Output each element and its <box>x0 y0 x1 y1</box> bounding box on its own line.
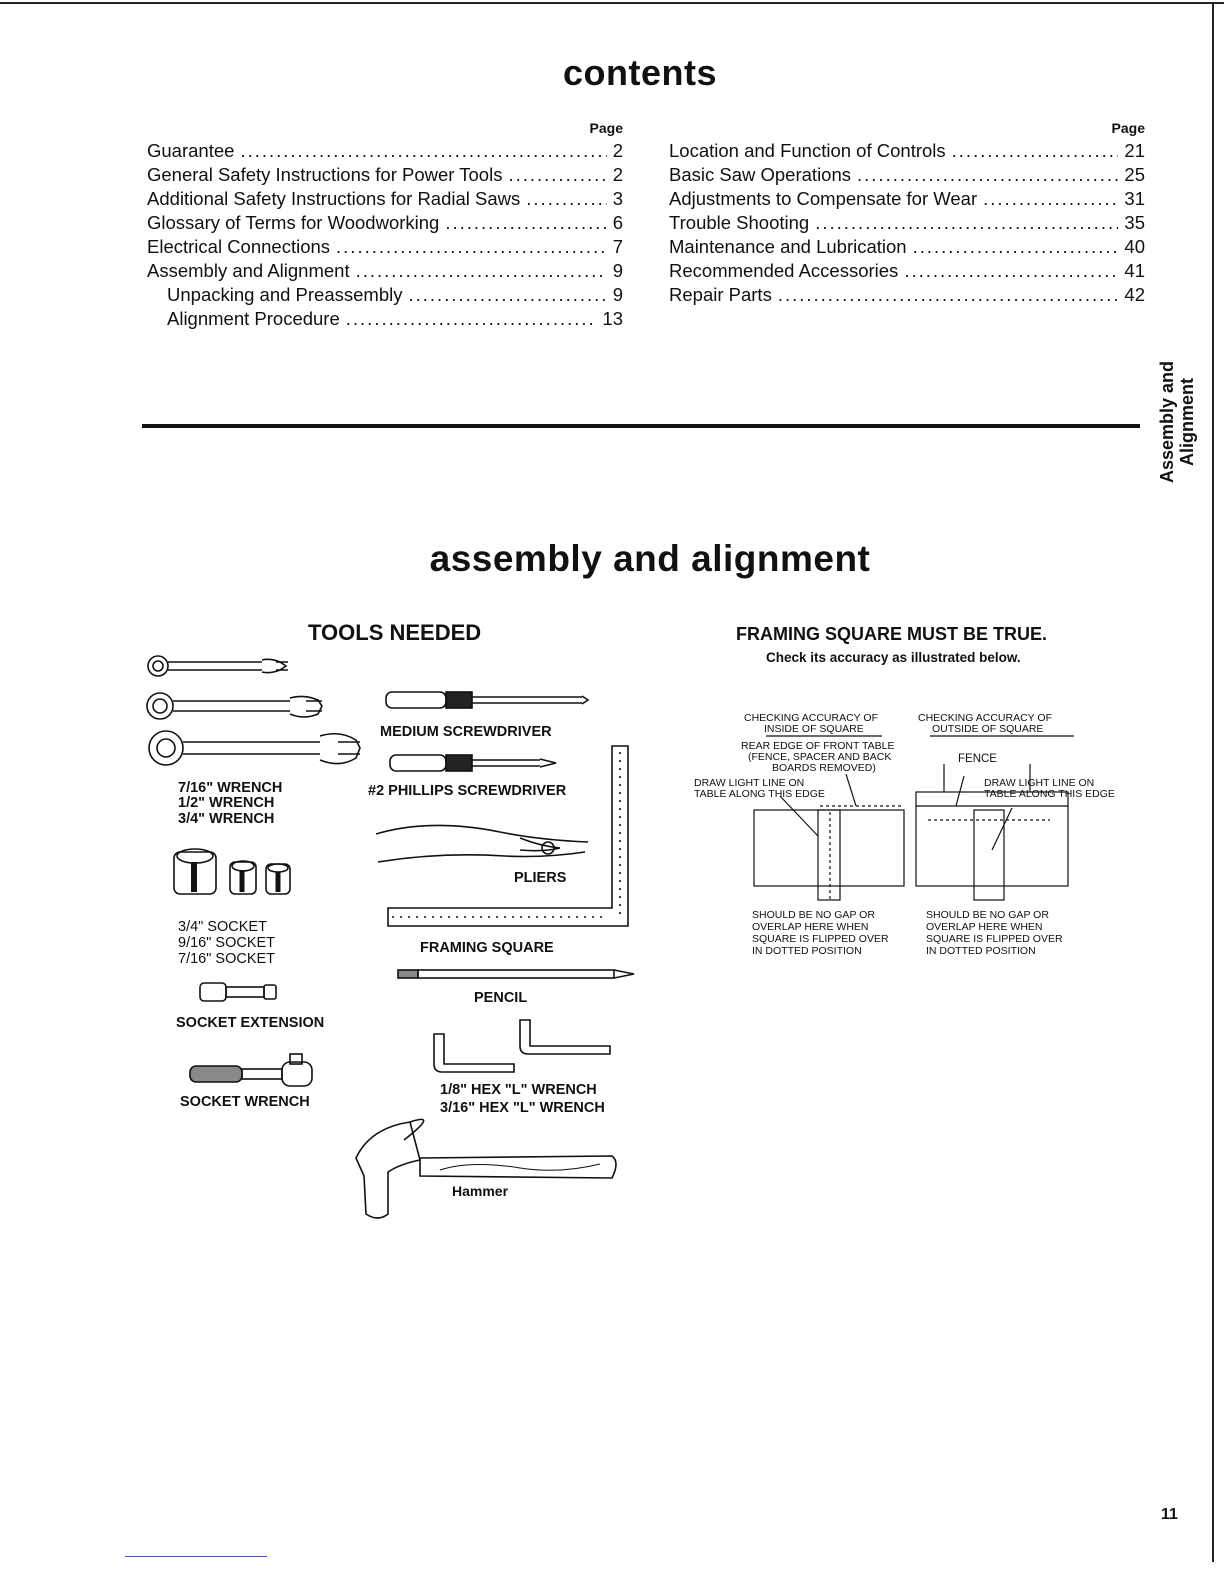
socket-label-716: 7/16" SOCKET <box>178 951 276 967</box>
wrench-label-716: 7/16" WRENCH <box>178 780 283 796</box>
toc-entry-page: 35 <box>1124 212 1145 233</box>
toc-page-header: Page <box>1111 120 1145 136</box>
wrench-label-12: 1/2" WRENCH <box>178 795 275 811</box>
toc-entry-title: Location and Function of Controls <box>669 140 946 161</box>
toc-entry-page: 25 <box>1124 164 1145 185</box>
diagram-gap-left-4: IN DOTTED POSITION <box>752 945 862 957</box>
socket-extension-label: SOCKET EXTENSION <box>176 1015 325 1031</box>
pencil-icon <box>398 970 634 978</box>
framing-square-subheader: Check its accuracy as illustrated below. <box>766 650 1021 665</box>
toc-entry-title: Assembly and Alignment <box>147 260 350 281</box>
toc-entry-title: Glossary of Terms for Woodworking <box>147 212 440 233</box>
toc-entry-title: Basic Saw Operations <box>669 164 852 185</box>
diagram-left-title-1: CHECKING ACCURACY OF <box>744 712 878 724</box>
socket-wrench-icon <box>190 1054 312 1086</box>
socket-large-icon <box>174 849 216 894</box>
toc-entry-title: General Safety Instructions for Power Tools <box>147 164 503 185</box>
contents-title: contents <box>562 52 717 93</box>
diagram-draw-left-2: TABLE ALONG THIS EDGE <box>694 788 825 800</box>
toc-entry-page: 7 <box>612 236 623 257</box>
toc-entry-page: 42 <box>1124 284 1145 305</box>
diagram-draw-right-1: DRAW LIGHT LINE ON <box>984 777 1095 789</box>
wrench-large-icon <box>149 731 360 765</box>
diagram-fence-label: FENCE <box>958 753 997 765</box>
toc-entry-title: Recommended Accessories <box>669 260 899 281</box>
diagram-rear-edge-2: (FENCE, SPACER AND BACK <box>748 751 892 763</box>
toc-entry-title: Adjustments to Compensate for Wear <box>669 188 978 209</box>
toc-entry-page: 2 <box>612 164 623 185</box>
diagram-gap-right-4: IN DOTTED POSITION <box>926 945 1036 957</box>
hammer-icon <box>356 1119 616 1218</box>
toc-entry-title: Guarantee <box>147 140 235 161</box>
wrench-small-icon <box>148 656 288 676</box>
page-number: 11 <box>1161 1506 1178 1523</box>
bottom-link-underline[interactable] <box>125 1556 267 1557</box>
socket-extension-icon <box>200 983 276 1001</box>
diagram-gap-left-2: OVERLAP HERE WHEN <box>752 921 869 933</box>
tools-needed-header: TOOLS NEEDED <box>308 620 482 645</box>
diagram-rear-edge-1: REAR EDGE OF FRONT TABLE <box>741 740 895 752</box>
diagram-gap-right-3: SQUARE IS FLIPPED OVER <box>926 933 1063 945</box>
diagram-left-title-2: INSIDE OF SQUARE <box>764 723 864 735</box>
screwdriver-label: MEDIUM SCREWDRIVER <box>380 724 552 740</box>
toc-entry-page: 9 <box>612 260 623 281</box>
toc-entry-page: 13 <box>602 308 623 329</box>
diagram-right-title-2: OUTSIDE OF SQUARE <box>932 723 1044 735</box>
toc-entry-page: 31 <box>1124 188 1145 209</box>
socket-label-34: 3/4" SOCKET <box>178 919 267 935</box>
side-tab-line2: Alignment <box>1177 378 1197 466</box>
hex-wrench-label-316: 3/16" HEX "L" WRENCH <box>440 1100 605 1116</box>
diagram-gap-left-1: SHOULD BE NO GAP OR <box>752 909 875 921</box>
wrench-label-34: 3/4" WRENCH <box>178 811 275 827</box>
toc-page-header: Page <box>589 120 623 136</box>
phillips-screwdriver-label: #2 PHILLIPS SCREWDRIVER <box>368 783 567 799</box>
diagram-gap-right-2: OVERLAP HERE WHEN <box>926 921 1043 933</box>
diagram-draw-left-1: DRAW LIGHT LINE ON <box>694 777 805 789</box>
diagram-gap-left-3: SQUARE IS FLIPPED OVER <box>752 933 889 945</box>
phillips-screwdriver-icon <box>390 755 556 771</box>
toc-entry-page: 3 <box>612 188 623 209</box>
pliers-icon <box>376 825 588 862</box>
toc-entry-title: Alignment Procedure <box>167 308 340 329</box>
screwdriver-icon <box>386 692 588 708</box>
toc-entry-title: Maintenance and Lubrication <box>669 236 907 257</box>
toc-entry-title: Repair Parts <box>669 284 772 305</box>
socket-small-icon <box>266 864 290 894</box>
toc-entry-title: Trouble Shooting <box>669 212 810 233</box>
toc-entry-page: 2 <box>612 140 623 161</box>
side-tab-line1: Assembly and <box>1157 360 1177 484</box>
framing-square-label: FRAMING SQUARE <box>420 940 554 956</box>
toc-entry-page: 9 <box>612 284 623 305</box>
hex-wrench-label-18: 1/8" HEX "L" WRENCH <box>440 1082 597 1098</box>
diagram-gap-right-1: SHOULD BE NO GAP OR <box>926 909 1049 921</box>
toc-entry-page: 40 <box>1124 236 1145 257</box>
toc-entry-page: 6 <box>612 212 623 233</box>
section-title: assembly and alignment <box>429 538 871 579</box>
diagram-right-title-1: CHECKING ACCURACY OF <box>918 712 1052 724</box>
toc-entry-title: Additional Safety Instructions for Radial Saws <box>147 188 521 209</box>
diagram-draw-right-2: TABLE ALONG THIS EDGE <box>984 788 1115 800</box>
pliers-label: PLIERS <box>514 870 567 886</box>
toc-entry-title: Unpacking and Preassembly <box>167 284 403 305</box>
framing-square-icon <box>388 746 628 926</box>
framing-square-header: FRAMING SQUARE MUST BE TRUE. <box>736 624 1048 644</box>
toc-entry-title: Electrical Connections <box>147 236 331 257</box>
toc-entry-page: 21 <box>1124 140 1145 161</box>
diagram-rear-edge-3: BOARDS REMOVED) <box>772 762 876 774</box>
socket-label-916: 9/16" SOCKET <box>178 935 276 951</box>
pencil-label: PENCIL <box>474 990 528 1006</box>
hex-wrench-icon <box>434 1020 610 1072</box>
socket-wrench-label: SOCKET WRENCH <box>180 1094 310 1110</box>
wrench-medium-icon <box>147 693 322 719</box>
hammer-label: Hammer <box>452 1183 509 1199</box>
socket-medium-icon <box>230 861 256 894</box>
toc-entry-page: 41 <box>1124 260 1145 281</box>
